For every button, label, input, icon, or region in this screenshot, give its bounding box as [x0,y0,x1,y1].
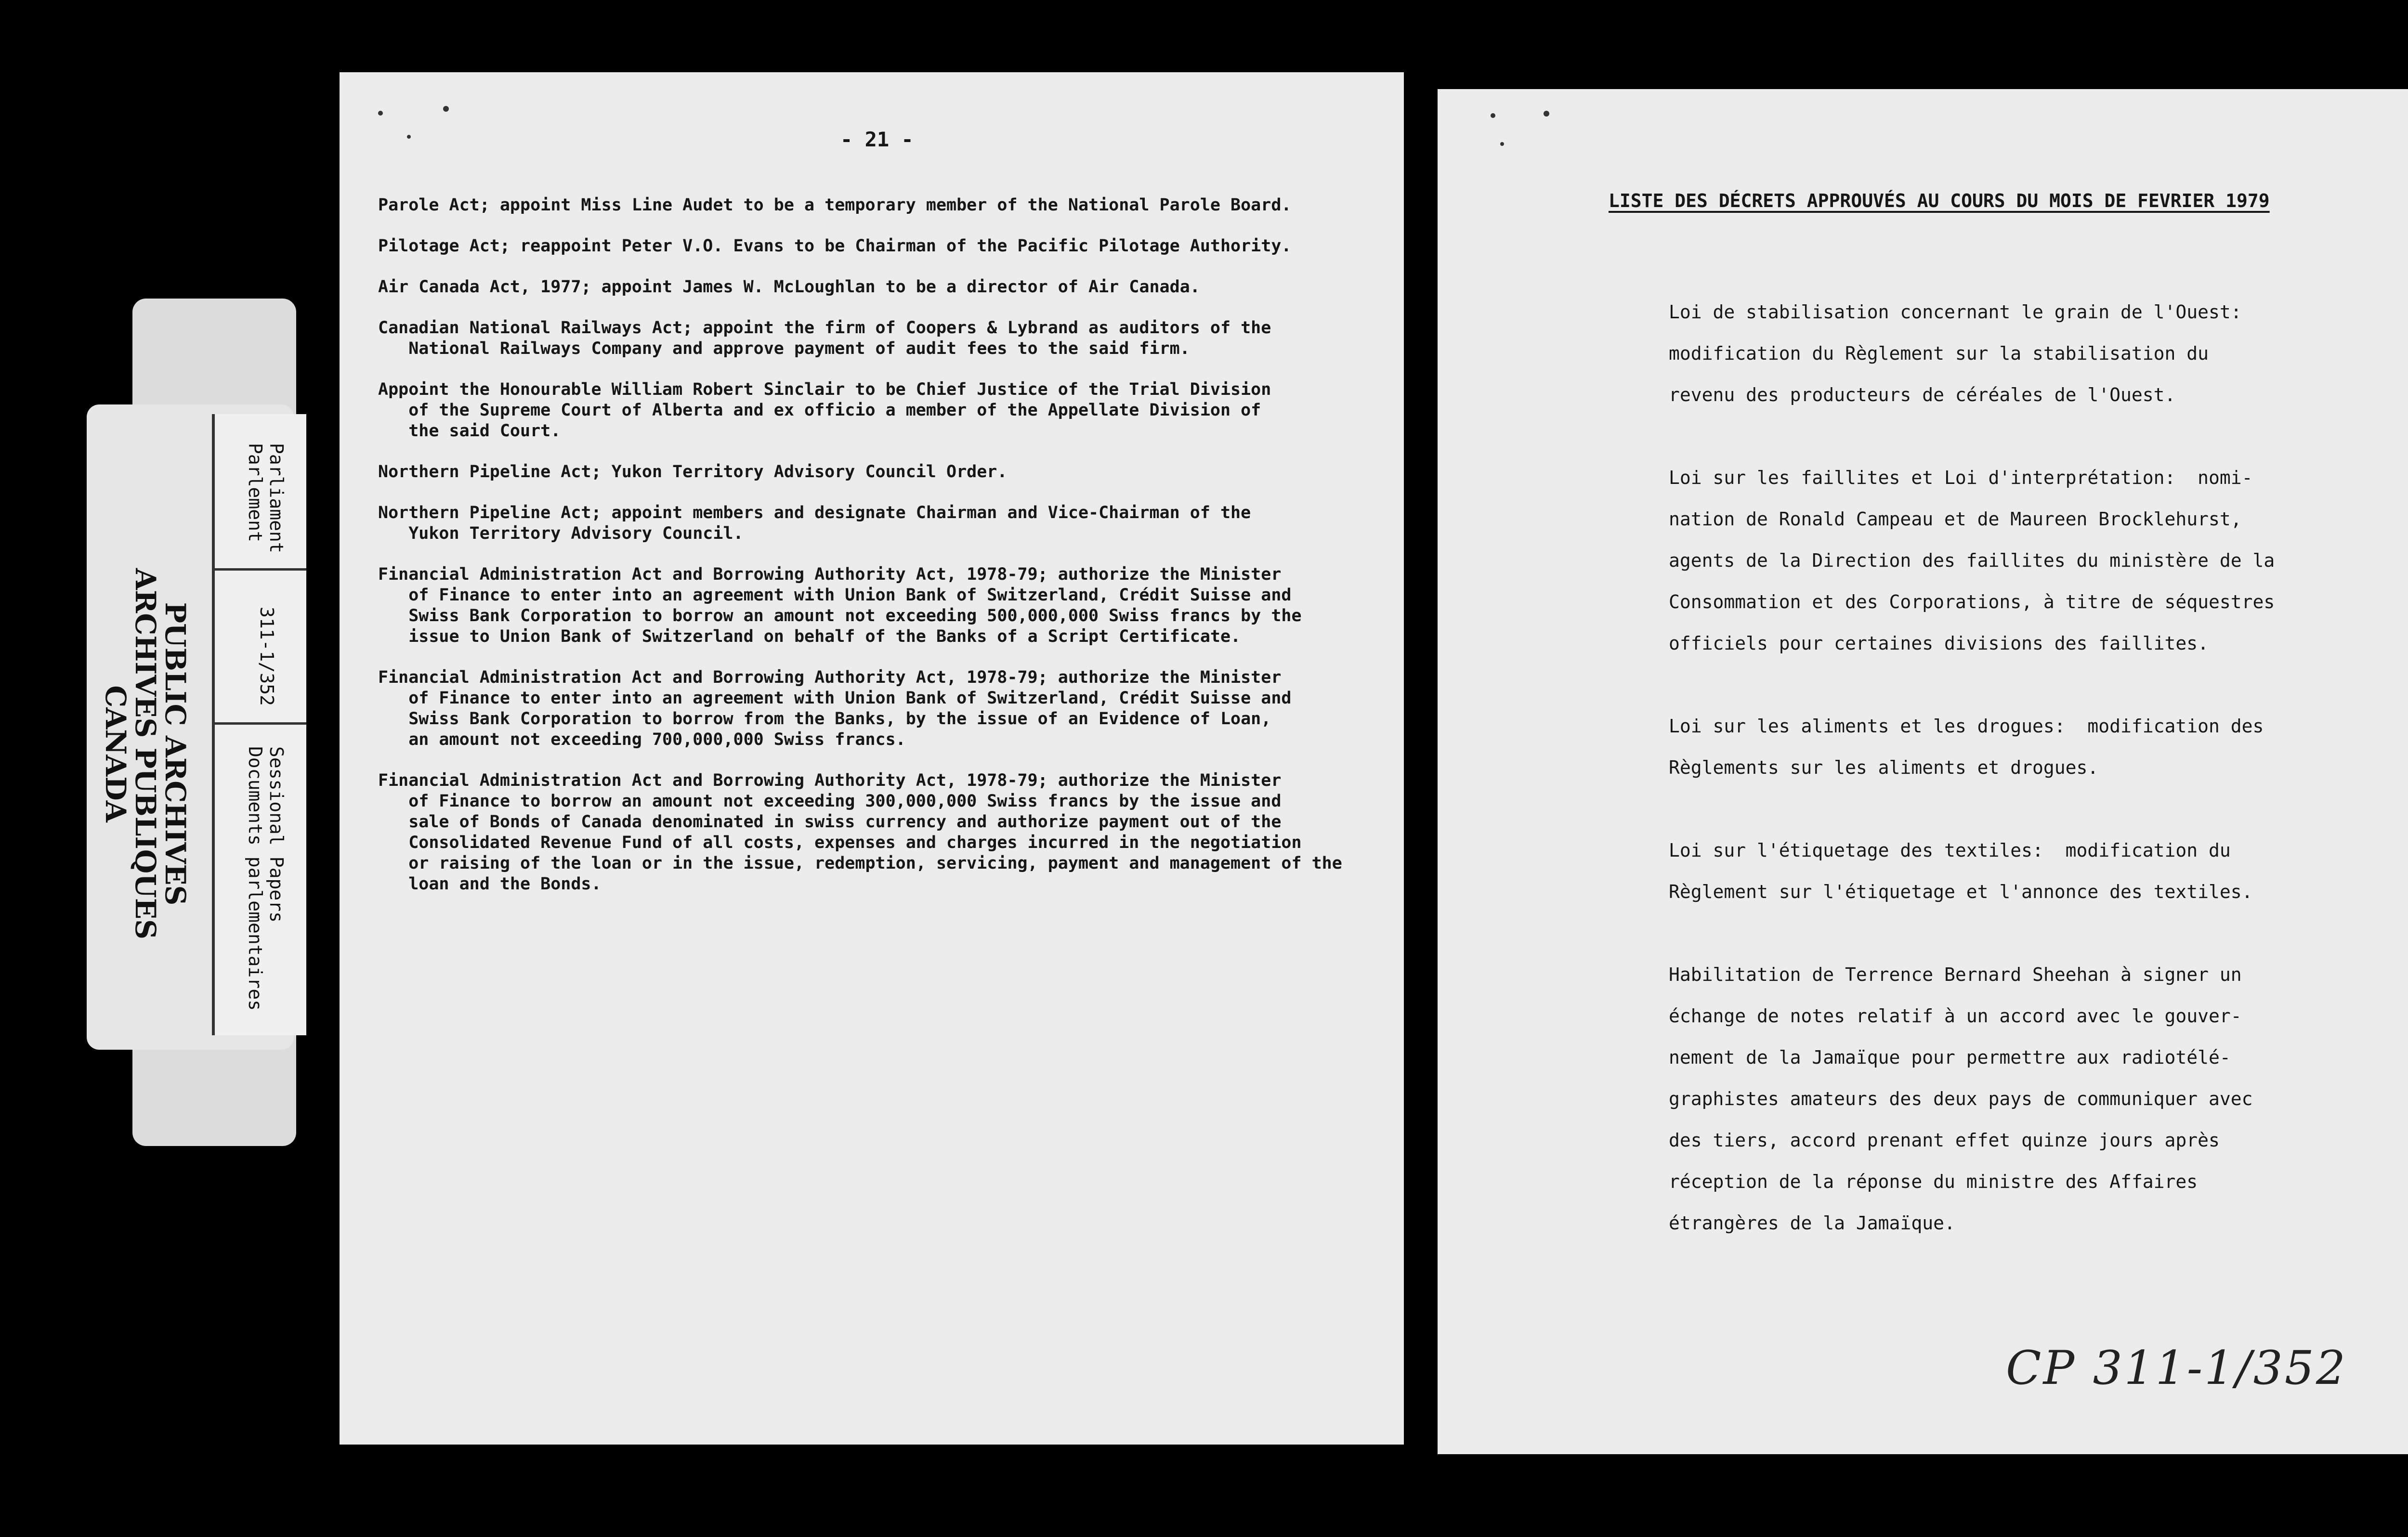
order-entry: Air Canada Act, 1977; appoint James W. McLoughlan to be a director of Air Canada. [378,277,1200,297]
film-speck [1544,111,1549,117]
archive-label-strip [212,414,306,1035]
decree-entry: Loi sur l'étiquetage des textiles: modification du Règlement sur l'étiquetage et l'annonce des textiles. [1669,840,2253,902]
order-entry: Pilotage Act; reappoint Peter V.O. Evans to be Chairman of the Pacific Pilotage Authority. [378,236,1292,256]
film-speck [407,135,411,139]
order-list-french [1669,291,2408,1285]
parliament-en: Parliament [266,443,287,553]
order-entry: Canadian National Railways Act; appoint the firm of Coopers & Lybrand as auditors of the National Railways Company and approve payment of audit fees to the said firm. [378,318,1271,358]
archive-name-line-1: PUBLIC ARCHIVES [159,602,192,906]
decree-entry: Loi sur les aliments et les drogues: modification des Règlements sur les aliments et drogues. [1669,716,2264,778]
film-speck [1491,113,1495,118]
strip-divider [215,722,306,725]
parliament-fr: Parlement [245,443,266,542]
decree-entry: Loi sur les faillites et Loi d'interprétation: nomi- nation de Ronald Campeau et de Maureen Brocklehurst, agents de la Direction des faillites du ministère de la Consommation et des Corporations, à titre de séquestres officiels pour certaines divisions des faillites. [1669,467,2275,654]
order-entry: Appoint the Honourable William Robert Sinclair to be Chief Justice of the Trial Division of the Supreme Court of Alberta and ex officio a member of the Appellate Division of the said Court. [378,380,1271,441]
document-page-english [340,72,1404,1445]
order-entry: Northern Pipeline Act; Yukon Territory Advisory Council Order. [378,462,1008,482]
order-entry: Financial Administration Act and Borrowing Authority Act, 1978-79; authorize the Minister of Finance to borrow an amount not exceeding 300,000,000 Swiss francs by the issue and sale of Bonds of Canada denominated in swiss currency and authorize payment out of the Consolidated Revenue Fund of all costs, expenses and charges incurred in the negotiation or raising of the loan or in the issue, redemption, servicing, payment and management of the loan and the Bonds. [378,771,1342,894]
order-entry: Financial Administration Act and Borrowing Authority Act, 1978-79; authorize the Minister of Finance to enter into an agreement with Union Bank of Switzerland, Crédit Suisse and Swiss Bank Corporation to borrow an amount not exceeding 500,000,000 Swiss francs by the issue to Union Bank of Switzerland on behalf of the Banks of a Script Certificate. [378,565,1302,646]
decree-entry: Loi de stabilisation concernant le grain de l'Ouest: modification du Règlement sur la stabilisation du revenu des producteurs de céréales de l'Ouest. [1669,301,2242,405]
archive-name [101,568,190,939]
decree-entry: Habilitation de Terrence Bernard Sheehan à signer un échange de notes relatif à un accord avec le gouver- nement de la Jamaïque pour permettre aux radiotélé- graphistes amateurs des deux pays de communiquer avec des tiers, accord prenant effet quinze jours après réception de la réponse du ministre des Affaires étrangères de la Jamaïque. [1669,964,2253,1234]
page-number: - 21 - [840,128,914,151]
order-list-english [378,195,1394,915]
archive-name-line-2: ARCHIVES PUBLIQUES [129,568,162,939]
document-title: LISTE DES DÉCRETS APPROUVÉS AU COURS DU MOIS DE FEVRIER 1979 [1609,190,2270,211]
reference-number: 311-1/352 [256,607,277,706]
archive-name-line-3: CANADA [99,685,132,822]
order-entry: Financial Administration Act and Borrowing Authority Act, 1978-79; authorize the Minister of Finance to enter into an agreement with Union Bank of Switzerland, Crédit Suisse and Swiss Bank Corporation to borrow from the Banks, by the issue of an Evidence of Loan, an amount not exceeding 700,000,000 Swiss francs. [378,668,1292,749]
parliament-label [245,443,287,553]
order-entry: Northern Pipeline Act; appoint members and designate Chairman and Vice-Chairman of the Yukon Territory Advisory Council. [378,503,1251,543]
strip-divider [215,568,306,571]
sessional-fr: Documents parlementaires [245,746,266,1011]
reference-label [256,607,277,706]
sessional-en: Sessional Papers [266,746,287,923]
film-speck [378,111,383,116]
film-speck [1500,142,1504,146]
document-page-french [1438,89,2408,1454]
order-entry: Parole Act; appoint Miss Line Audet to be a temporary member of the National Parole Board. [378,195,1292,215]
film-speck [443,106,449,112]
sessional-label [245,746,287,1011]
handwritten-reference: CP 311-1/352 [2006,1341,2347,1395]
